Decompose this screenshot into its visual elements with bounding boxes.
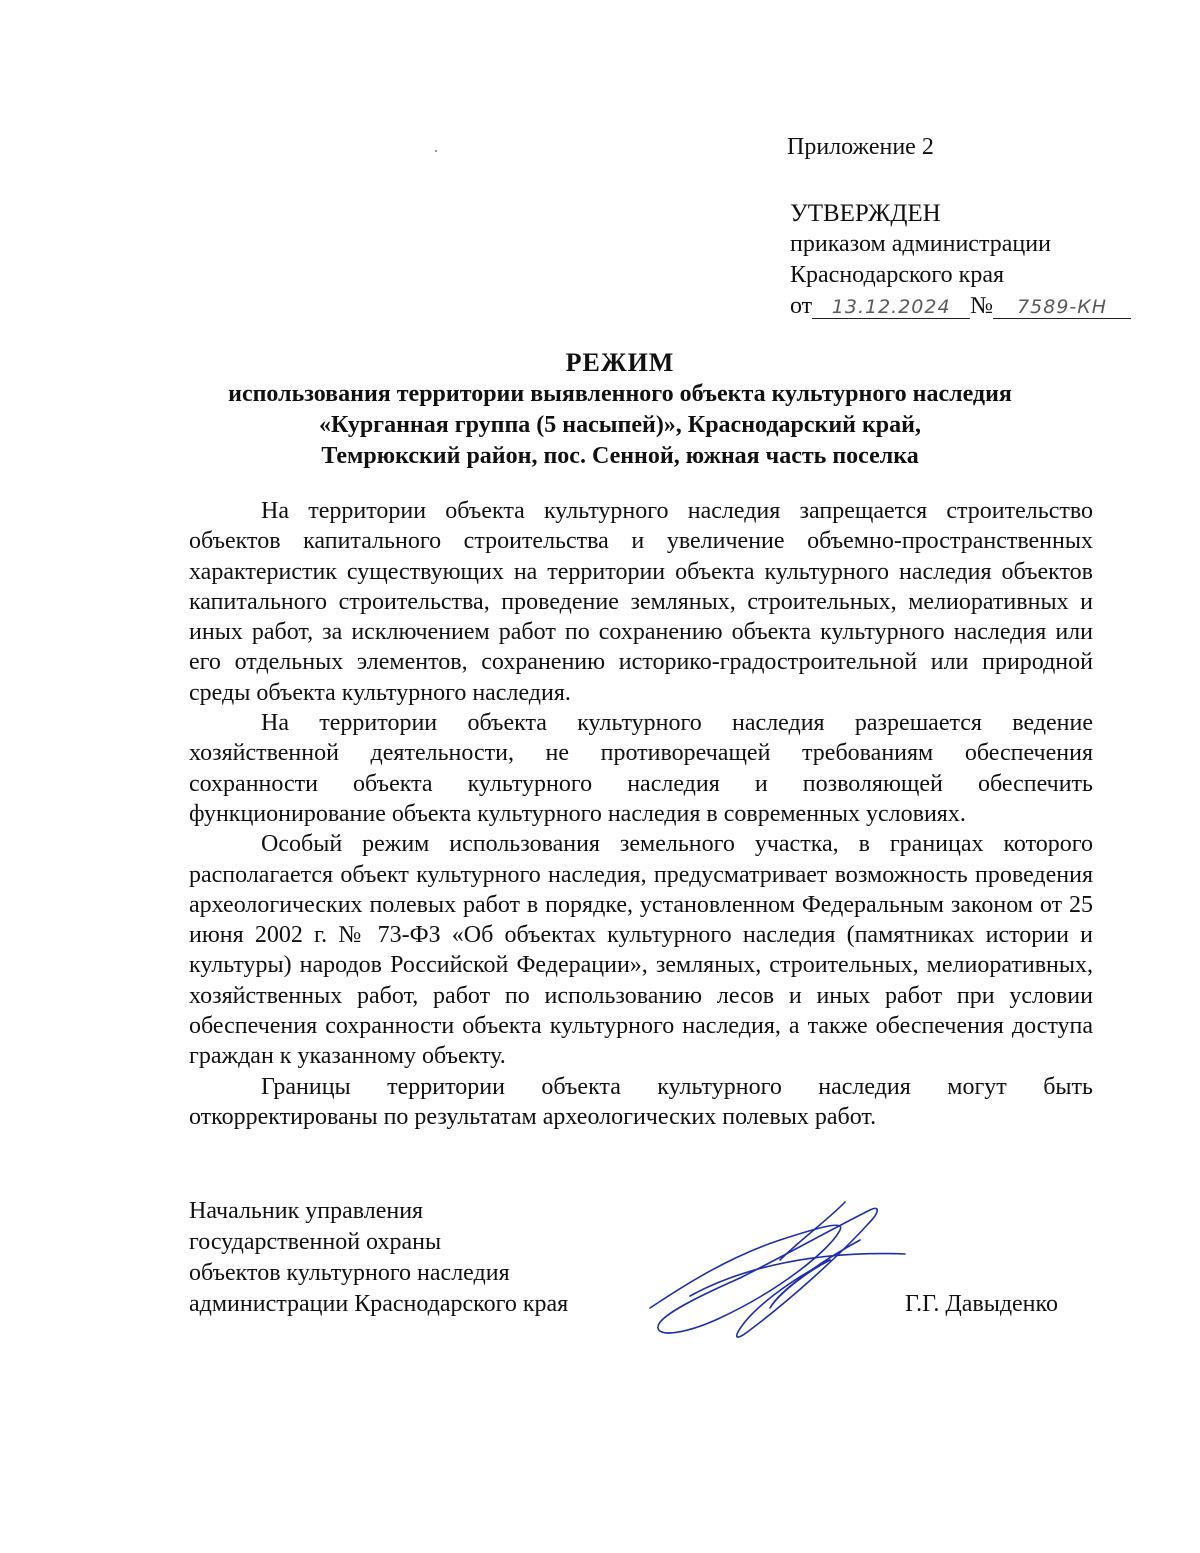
- signatory-position: [189, 1196, 568, 1320]
- title-line-2: «Курганная группа (5 насыпей)», Краснодарский край,: [319, 412, 921, 438]
- approved-by-line-1: приказом администрации: [790, 231, 1051, 257]
- handwritten-signature: [630, 1200, 920, 1350]
- approved-label: УТВЕРЖДЕН: [790, 200, 941, 227]
- signatory-name: Г.Г. Давыденко: [905, 1291, 1058, 1317]
- document-title: [140, 347, 1100, 472]
- approval-stamp: [787, 132, 1131, 322]
- order-date-number-line: [790, 291, 1131, 322]
- annex-label: Приложение 2: [787, 134, 934, 160]
- number-prefix: №: [970, 293, 994, 319]
- signatory-line-1: Начальник управления: [189, 1198, 424, 1224]
- signatory-line-3: объектов культурного наследия: [189, 1260, 510, 1286]
- date-prefix: от: [790, 293, 813, 319]
- signatory-line-2: государственной охраны: [189, 1229, 442, 1255]
- paragraph-4: Границы территории объекта культурного наследия могут быть откорректированы по результатам археологических полевых работ.: [189, 1073, 1093, 1130]
- signatory-line-4: администрации Краснодарского края: [189, 1291, 569, 1317]
- order-number-handwritten: 7589-КН: [993, 296, 1131, 319]
- title-line-3: Темрюкский район, пос. Сенной, южная часть поселка: [321, 443, 919, 469]
- document-body: [189, 496, 1093, 1132]
- title-line-1: использования территории выявленного объекта культурного наследия: [228, 381, 1012, 407]
- scan-speck: [435, 150, 437, 152]
- approved-by-line-2: Краснодарского края: [790, 262, 1005, 288]
- paragraph-3: Особый режим использования земельного участка, в границах которого располагается объект культурного наследия, предусматривает возможность проведения археологических полевых работ в порядке, установленном Федеральным законом от 25 июня 2002 г. № 73-ФЗ «Об объектах культурного наследия (памятниках истории и культуры) народов Российской Федерации», земляных, строительных, мелиоративных, хозяйственных работ, работ по использованию лесов и иных работ при условии обеспечения сохранности объекта культурного наследия, а также обеспечения доступа граждан к указанному объекту.: [189, 831, 1093, 1070]
- paragraph-1: На территории объекта культурного наследия запрещается строительство объектов капитального строительства и увеличение объемно-пространственных характеристик существующих на территории объекта культурного наследия объектов капитального строительства, проведение земляных, строительных, мелиоративных и иных работ, за исключением работ по сохранению объекта культурного наследия или его отдельных элементов, сохранению историко-градостроительной или природной среды объекта культурного наследия.: [189, 498, 1093, 706]
- title-main: РЕЖИМ: [565, 348, 675, 377]
- signature-strokes: [650, 1202, 905, 1337]
- paragraph-2: На территории объекта культурного наследия разрешается ведение хозяйственной деятельности, не противоречащей требованиям обеспечения сохранности объекта культурного наследия и позволяющей обеспечить функционирование объекта культурного наследия в современных условиях.: [189, 710, 1093, 827]
- order-date-handwritten: 13.12.2024: [812, 296, 970, 319]
